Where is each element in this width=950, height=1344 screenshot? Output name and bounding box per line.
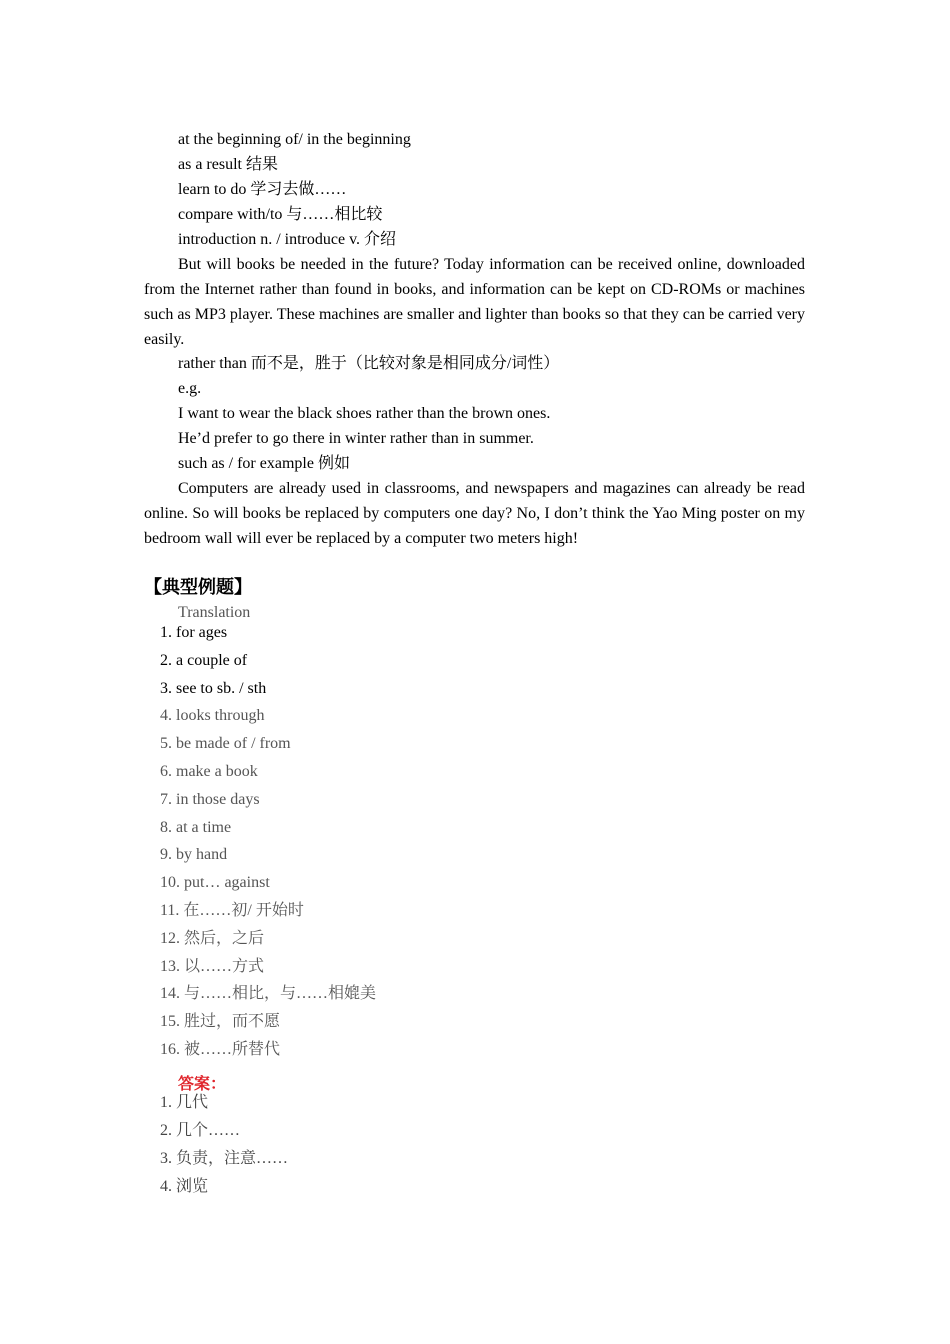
list-item: 16. 被……所替代 [160, 1040, 281, 1058]
list-item: 9. by hand [160, 846, 228, 864]
paragraph-books-future: But will books be needed in the future? Today information can be received online, downloaded from the Internet rather than found in books, and information can be kept on CD-ROMs or machines such as MP3 player. These machines are smaller and lighter than books so that they can be carried very easily. [144, 256, 805, 348]
list-item: 15. 胜过，而不愿 [160, 1013, 281, 1031]
list-item: 10. put… against [160, 874, 270, 892]
vocab-line: such as / for example 例如 [178, 455, 350, 472]
example-sentence: He’d prefer to go there in winter rather than in summer. [178, 430, 534, 447]
vocab-line: e.g. [178, 380, 202, 397]
answer-item: 2. 几个…… [160, 1122, 241, 1139]
vocab-line: at the beginning of/ in the beginning [178, 131, 411, 148]
list-item: 11. 在……初/ 开始时 [160, 901, 304, 919]
list-item: 12. 然后，之后 [160, 929, 265, 947]
vocab-line: compare with/to 与……相比较 [178, 206, 383, 223]
answer-item: 1. 几代 [160, 1094, 209, 1111]
list-item: 4. looks through [160, 707, 265, 725]
vocab-line: rather than 而不是，胜于（比较对象是相同成分/词性） [178, 355, 560, 372]
vocab-line: learn to do 学习去做…… [178, 181, 347, 198]
exercise-list [160, 619, 376, 1064]
section-heading: 【典型例题】 [144, 577, 252, 598]
answer-item: 4. 浏览 [160, 1178, 209, 1195]
list-item: 7. in those days [160, 790, 260, 808]
vocab-line: introduction n. / introduce v. 介绍 [178, 231, 397, 248]
list-item: 8. at a time [160, 818, 232, 836]
answer-item: 3. 负责，注意…… [160, 1150, 289, 1167]
exercise-label: Translation [178, 604, 251, 621]
list-item: 13. 以……方式 [160, 957, 265, 975]
list-item: 5. be made of / from [160, 735, 291, 753]
example-sentence: I want to wear the black shoes rather than the brown ones. [178, 405, 551, 422]
list-item: 1. for ages [160, 624, 228, 641]
list-item: 14. 与……相比，与……相媲美 [160, 985, 377, 1003]
answer-list [160, 1089, 288, 1201]
vocab-line: as a result 结果 [178, 156, 278, 173]
list-item: 2. a couple of [160, 651, 248, 669]
paragraph-computers: Computers are already used in classrooms, and newspapers and magazines can already be read online. So will books be replaced by computers one day? No, I don’t think the Yao Ming poster on my bedroom wall will ever be replaced by a computer two meters high! [144, 480, 805, 547]
list-item: 3. see to sb. / sth [160, 679, 267, 697]
list-item: 6. make a book [160, 762, 258, 780]
answer-title: 答案： [178, 1074, 227, 1093]
